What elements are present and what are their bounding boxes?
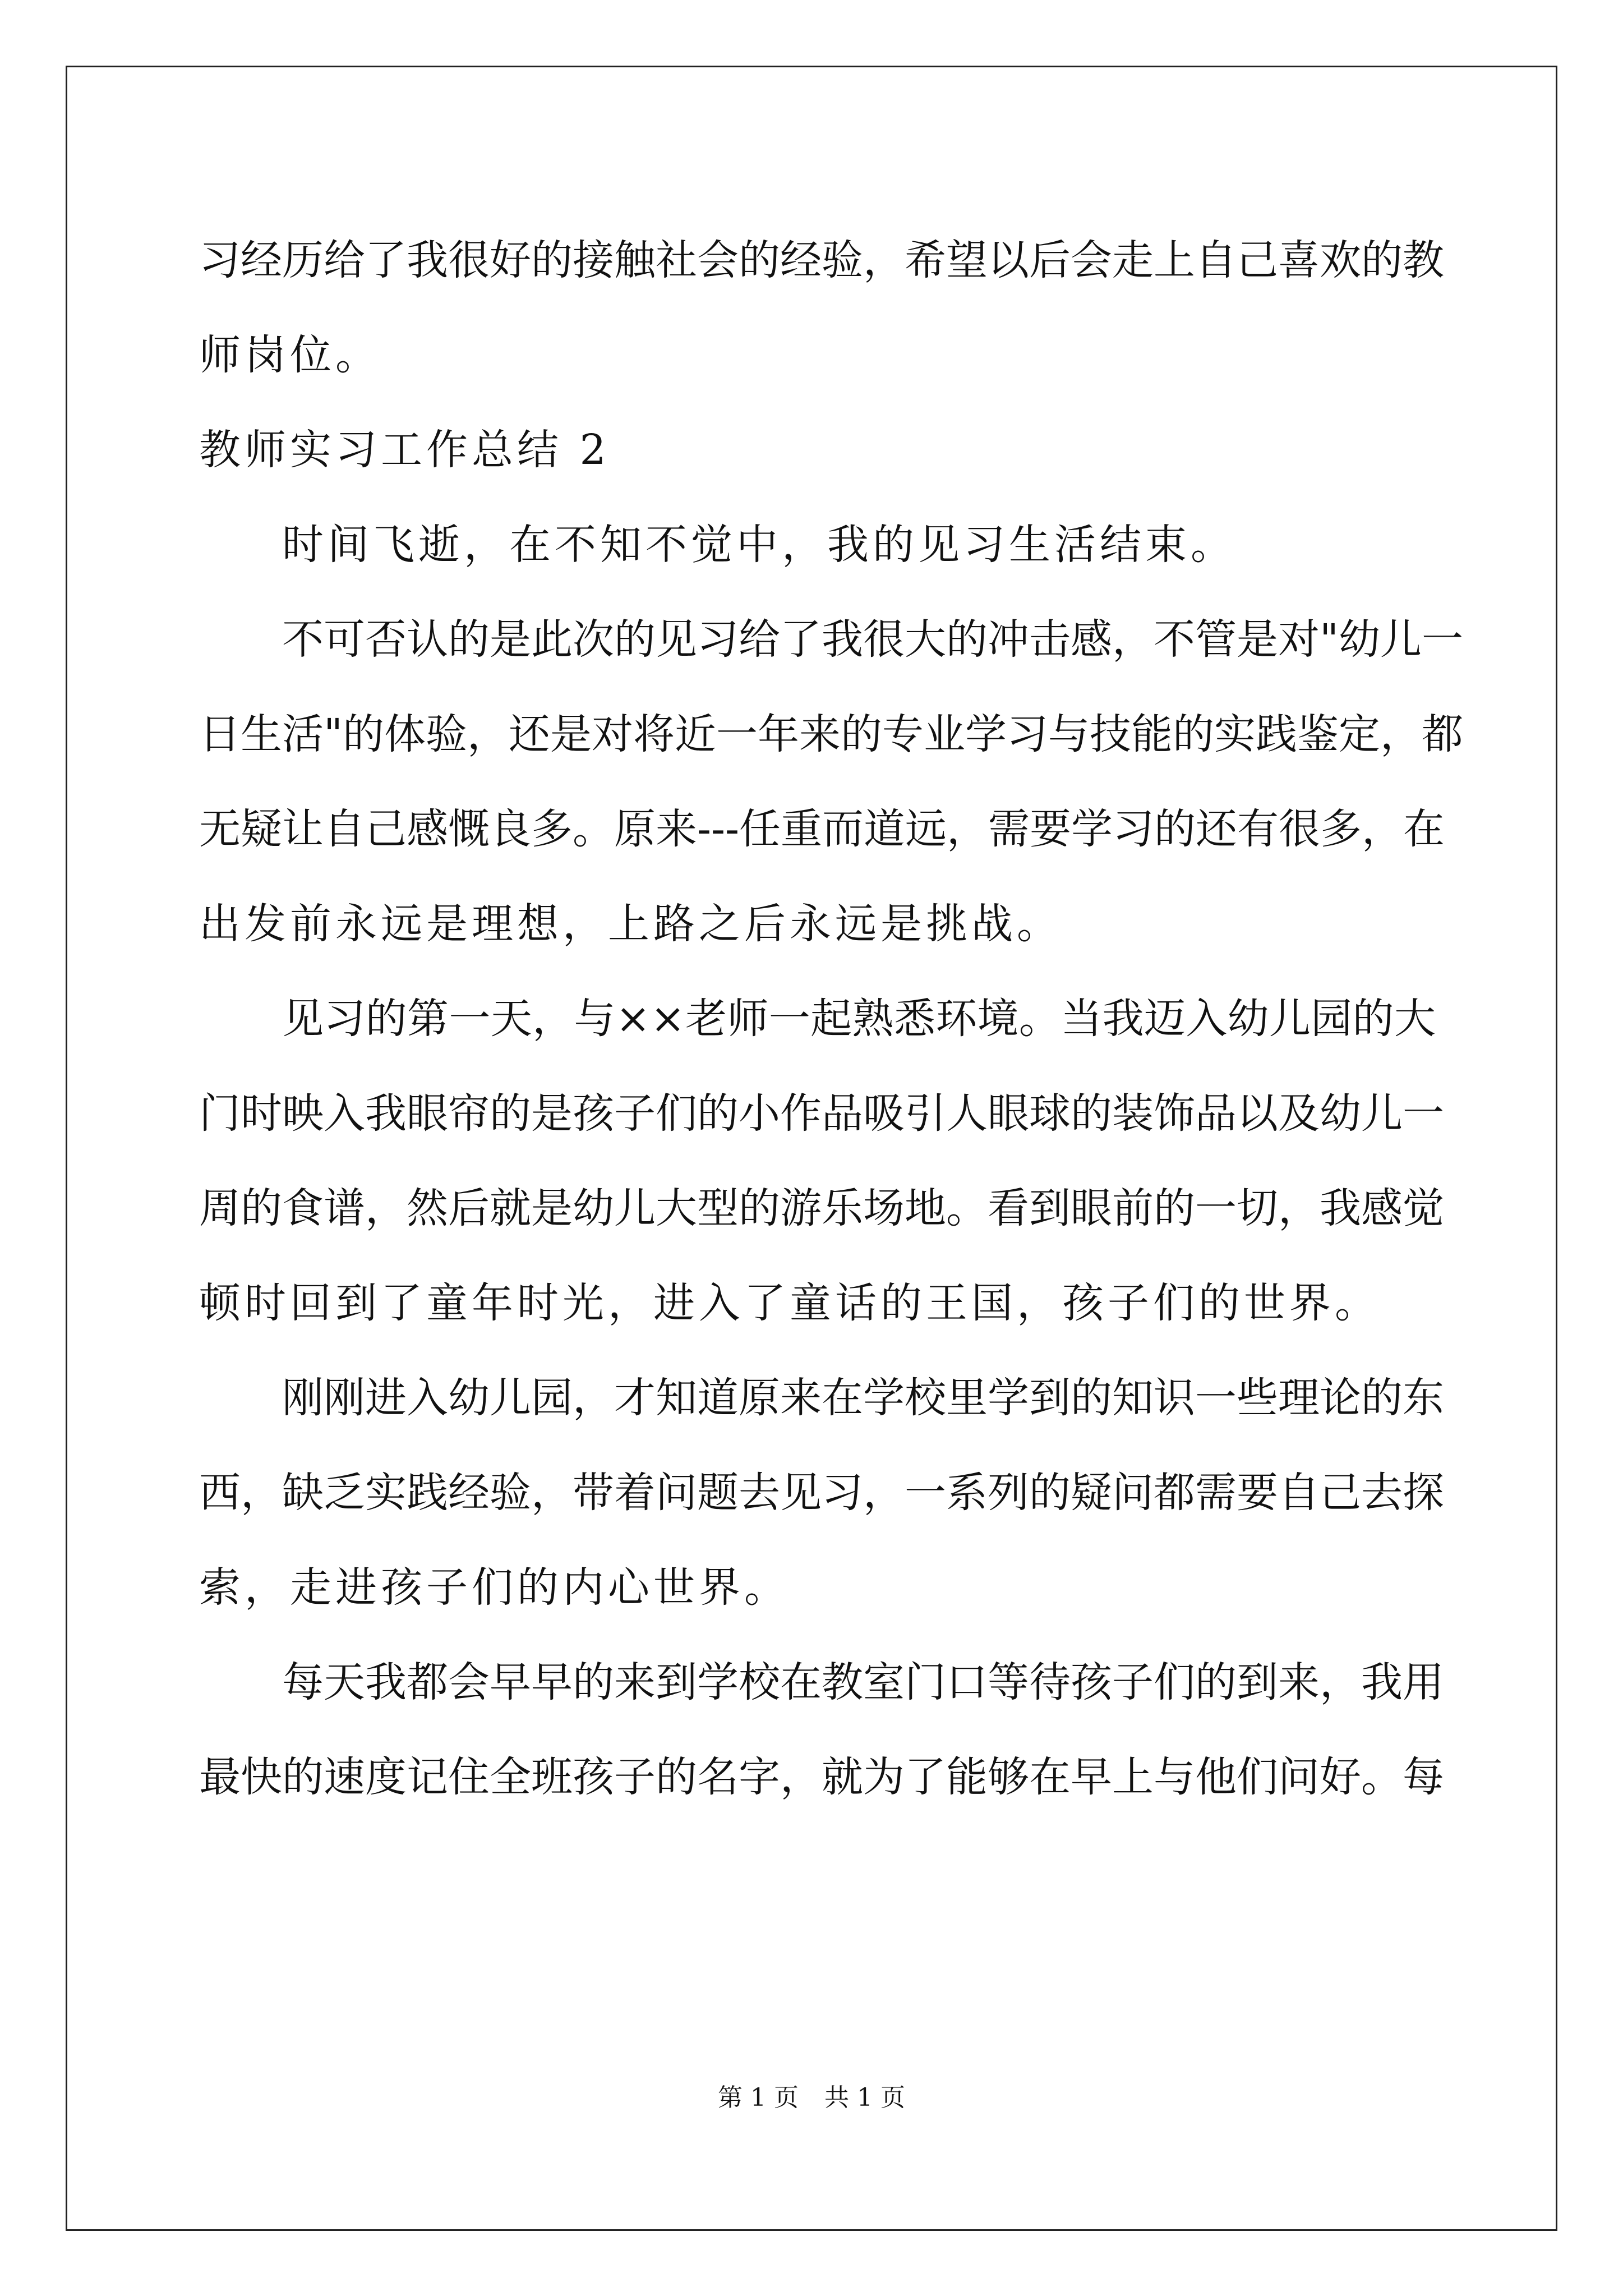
text-line: 最快的速度记住全班孩子的名字，就为了能够在早上与他们问好。每 (199, 1753, 1444, 1801)
text-line: 刚刚进入幼儿园，才知道原来在学校里学到的知识一些理论的东 (282, 1374, 1444, 1422)
text-line: 见习的第一天，与××老师一起熟悉环境。当我迈入幼儿园的大 (282, 995, 1436, 1043)
text-line: 日生活"的体验，还是对将近一年来的专业学习与技能的实践鉴定，都 (199, 710, 1464, 758)
text-line: 每天我都会早早的来到学校在教室门口等待孩子们的到来，我用 (282, 1658, 1444, 1706)
text-line: 习经历给了我很好的接触社会的经验，希望以后会走上自己喜欢的教 (199, 236, 1444, 284)
text-line: 门时映入我眼帘的是孩子们的小作品吸引人眼球的装饰品以及幼儿一 (199, 1089, 1444, 1138)
text-line: 时间飞逝，在不知不觉中，我的见习生活结束。 (282, 521, 1236, 569)
document-body (199, 213, 1464, 1825)
page-footer (0, 2081, 1623, 2115)
text-line: 顿时回到了童年时光，进入了童话的王国，孩子们的世界。 (199, 1279, 1380, 1327)
section-heading: 教师实习工作总结 2 (199, 426, 610, 474)
text-line: 周的食谱，然后就是幼儿大型的游乐场地。看到眼前的一切，我感觉 (199, 1184, 1444, 1232)
text-line: 出发前永远是理想，上路之后永远是挑战。 (199, 900, 1062, 948)
text-line: 师岗位。 (199, 331, 381, 379)
page-number: 第 1 页 (718, 2083, 799, 2112)
text-line: 无疑让自己感慨良多。原来---任重而道远，需要学习的还有很多，在 (199, 805, 1445, 853)
text-line: 西，缺乏实践经验，带着问题去见习，一系列的疑问都需要自己去探 (199, 1469, 1444, 1517)
text-line: 索，走进孩子们的内心世界。 (199, 1563, 790, 1612)
text-line: 不可否认的是此次的见习给了我很大的冲击感，不管是对"幼儿一 (282, 615, 1464, 664)
page-total: 共 1 页 (824, 2083, 905, 2112)
